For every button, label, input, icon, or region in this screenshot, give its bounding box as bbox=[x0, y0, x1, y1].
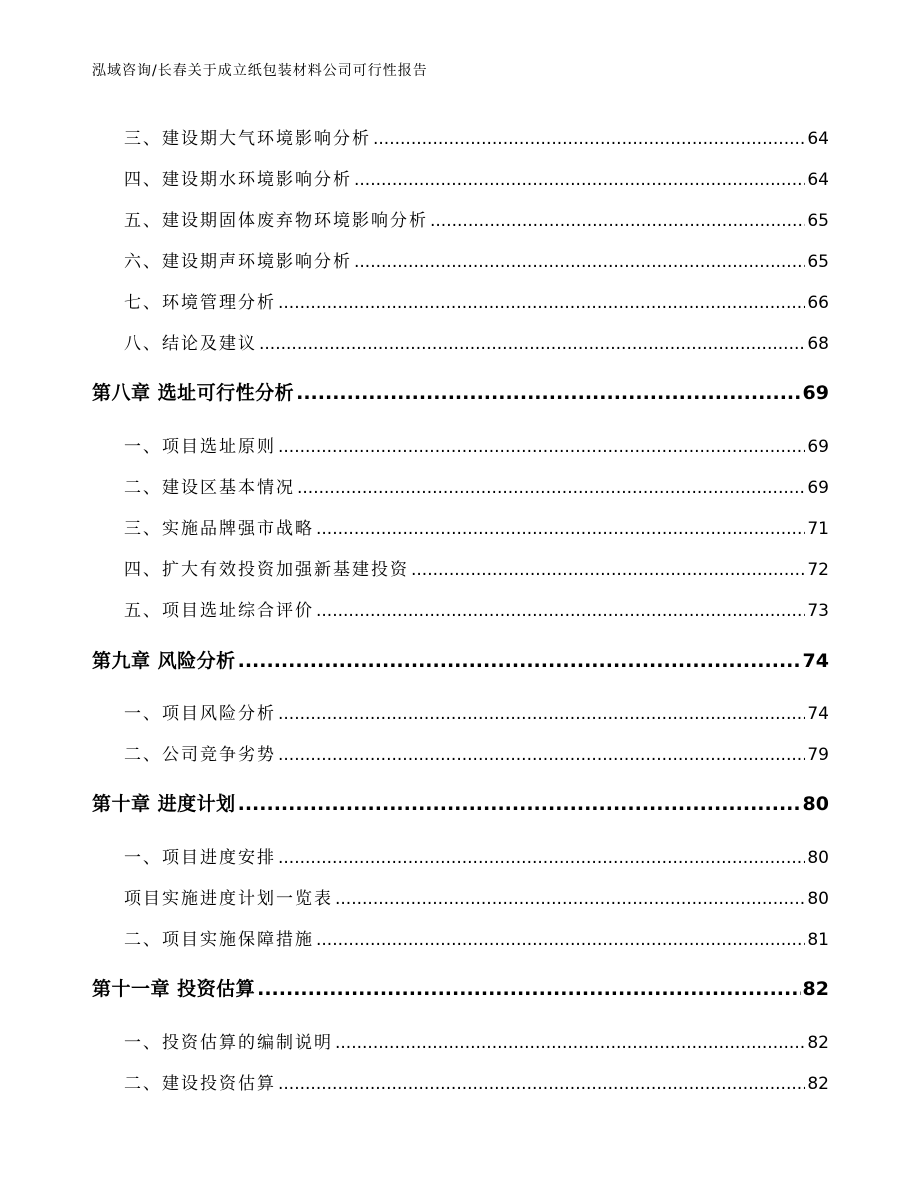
toc-entry[interactable] bbox=[124, 514, 829, 538]
toc-entry-title: 公司竞争劣势 bbox=[162, 745, 276, 765]
toc-chapter-entry[interactable] bbox=[92, 646, 829, 672]
toc-entry-page: 65 bbox=[807, 252, 829, 272]
toc-entry[interactable] bbox=[124, 884, 829, 908]
toc-dot-leader bbox=[278, 704, 805, 724]
toc-entry-title: 建设投资估算 bbox=[162, 1074, 276, 1094]
toc-entry-title: 结论及建议 bbox=[162, 334, 257, 354]
toc-dot-leader bbox=[335, 889, 805, 909]
toc-entry-number: 一、 bbox=[124, 848, 162, 868]
toc-dot-leader bbox=[335, 1033, 805, 1053]
toc-entry-page: 71 bbox=[807, 519, 829, 539]
toc-entry[interactable] bbox=[124, 206, 829, 230]
toc-entry-number: 二、 bbox=[124, 1074, 162, 1094]
toc-entry-number: 六、 bbox=[124, 252, 162, 272]
toc-entry-number: 三、 bbox=[124, 519, 162, 539]
toc-dot-leader bbox=[296, 382, 800, 404]
page-header: 泓域咨询/长春关于成立纸包装材料公司可行性报告 bbox=[92, 63, 428, 79]
toc-entry[interactable] bbox=[124, 1069, 829, 1093]
toc-dot-leader bbox=[278, 437, 805, 457]
toc-chapter-entry[interactable] bbox=[92, 378, 829, 404]
toc-entry-title: 建设期大气环境影响分析 bbox=[162, 129, 371, 149]
toc-entry[interactable] bbox=[124, 699, 829, 723]
toc-entry-number: 二、 bbox=[124, 478, 162, 498]
toc-entry-number: 五、 bbox=[124, 211, 162, 231]
toc-entry-title: 实施品牌强市战略 bbox=[162, 519, 314, 539]
toc-dot-leader bbox=[316, 930, 805, 950]
toc-entry[interactable] bbox=[124, 329, 829, 353]
toc-entry[interactable] bbox=[124, 843, 829, 867]
toc-entry-number: 一、 bbox=[124, 704, 162, 724]
toc-entry-title: 扩大有效投资加强新基建投资 bbox=[162, 560, 409, 580]
toc-chapter-title: 第十章 进度计划 bbox=[92, 793, 236, 815]
toc-dot-leader bbox=[278, 293, 805, 313]
toc-chapter-entry[interactable] bbox=[92, 974, 829, 1000]
toc-entry-title: 投资估算的编制说明 bbox=[162, 1033, 333, 1053]
toc-entry-page: 65 bbox=[807, 211, 829, 231]
toc-entry-title: 项目选址原则 bbox=[162, 437, 276, 457]
toc-entry-title: 项目实施进度计划一览表 bbox=[124, 889, 333, 909]
toc-entry[interactable] bbox=[124, 247, 829, 271]
toc-entry[interactable] bbox=[124, 555, 829, 579]
toc-entry-page: 68 bbox=[807, 334, 829, 354]
toc-chapter-page: 82 bbox=[802, 978, 829, 1000]
toc-chapter-page: 80 bbox=[802, 793, 829, 815]
toc-entry-number: 八、 bbox=[124, 334, 162, 354]
toc-entry-number: 一、 bbox=[124, 437, 162, 457]
toc-entry-page: 82 bbox=[807, 1074, 829, 1094]
toc-dot-leader bbox=[257, 978, 800, 1000]
toc-dot-leader bbox=[354, 252, 805, 272]
toc-entry[interactable] bbox=[124, 1028, 829, 1052]
toc-entry-title: 建设期水环境影响分析 bbox=[162, 170, 352, 190]
toc-entry-page: 66 bbox=[807, 293, 829, 313]
toc-dot-leader bbox=[278, 745, 805, 765]
toc-entry-number: 五、 bbox=[124, 601, 162, 621]
toc-entry-number: 二、 bbox=[124, 745, 162, 765]
toc-entry-page: 74 bbox=[807, 704, 829, 724]
toc-chapter-title: 第九章 风险分析 bbox=[92, 650, 236, 672]
toc-dot-leader bbox=[297, 478, 805, 498]
toc-entry-page: 81 bbox=[807, 930, 829, 950]
toc-entry[interactable] bbox=[124, 740, 829, 764]
toc-entry[interactable] bbox=[124, 165, 829, 189]
toc-entry-title: 项目实施保障措施 bbox=[162, 930, 314, 950]
toc-entry-number: 七、 bbox=[124, 293, 162, 313]
toc-entry-title: 项目进度安排 bbox=[162, 848, 276, 868]
toc-entry[interactable] bbox=[124, 432, 829, 456]
toc-chapter-title: 第十一章 投资估算 bbox=[92, 978, 256, 1000]
toc-dot-leader bbox=[259, 334, 805, 354]
toc-entry-title: 环境管理分析 bbox=[162, 293, 276, 313]
toc-entry-page: 79 bbox=[807, 745, 829, 765]
toc-entry[interactable] bbox=[124, 124, 829, 148]
toc-entry-title: 建设期固体废弃物环境影响分析 bbox=[162, 211, 428, 231]
toc-entry-page: 64 bbox=[807, 170, 829, 190]
toc-chapter-page: 74 bbox=[802, 650, 829, 672]
toc-entry-page: 72 bbox=[807, 560, 829, 580]
toc-dot-leader bbox=[430, 211, 805, 231]
toc-dot-leader bbox=[411, 560, 805, 580]
toc-dot-leader bbox=[373, 129, 805, 149]
toc-dot-leader bbox=[316, 601, 805, 621]
toc-entry-title: 建设期声环境影响分析 bbox=[162, 252, 352, 272]
toc-dot-leader bbox=[278, 1074, 805, 1094]
toc-entry-page: 82 bbox=[807, 1033, 829, 1053]
toc-dot-leader bbox=[354, 170, 805, 190]
toc-entry[interactable] bbox=[124, 925, 829, 949]
toc-entry-number: 二、 bbox=[124, 930, 162, 950]
toc-dot-leader bbox=[316, 519, 805, 539]
toc-dot-leader bbox=[238, 650, 801, 672]
toc-entry-title: 建设区基本情况 bbox=[162, 478, 295, 498]
toc-entry-number: 四、 bbox=[124, 170, 162, 190]
toc-entry[interactable] bbox=[124, 473, 829, 497]
toc-entry-number: 一、 bbox=[124, 1033, 162, 1053]
toc-chapter-title: 第八章 选址可行性分析 bbox=[92, 382, 295, 404]
toc-entry-page: 80 bbox=[807, 889, 829, 909]
toc-entry-title: 项目风险分析 bbox=[162, 704, 276, 724]
toc-dot-leader bbox=[278, 848, 805, 868]
toc-entry-page: 73 bbox=[807, 601, 829, 621]
toc-entry-title: 项目选址综合评价 bbox=[162, 601, 314, 621]
toc-chapter-entry[interactable] bbox=[92, 789, 829, 815]
toc-entry-number: 三、 bbox=[124, 129, 162, 149]
toc-chapter-page: 69 bbox=[802, 382, 829, 404]
toc-entry-page: 69 bbox=[807, 437, 829, 457]
toc-entry-page: 80 bbox=[807, 848, 829, 868]
toc-entry-number: 四、 bbox=[124, 560, 162, 580]
toc-entry-page: 69 bbox=[807, 478, 829, 498]
toc-dot-leader bbox=[238, 793, 801, 815]
toc-entry[interactable] bbox=[124, 288, 829, 312]
toc-entry[interactable] bbox=[124, 596, 829, 620]
toc-entry-page: 64 bbox=[807, 129, 829, 149]
